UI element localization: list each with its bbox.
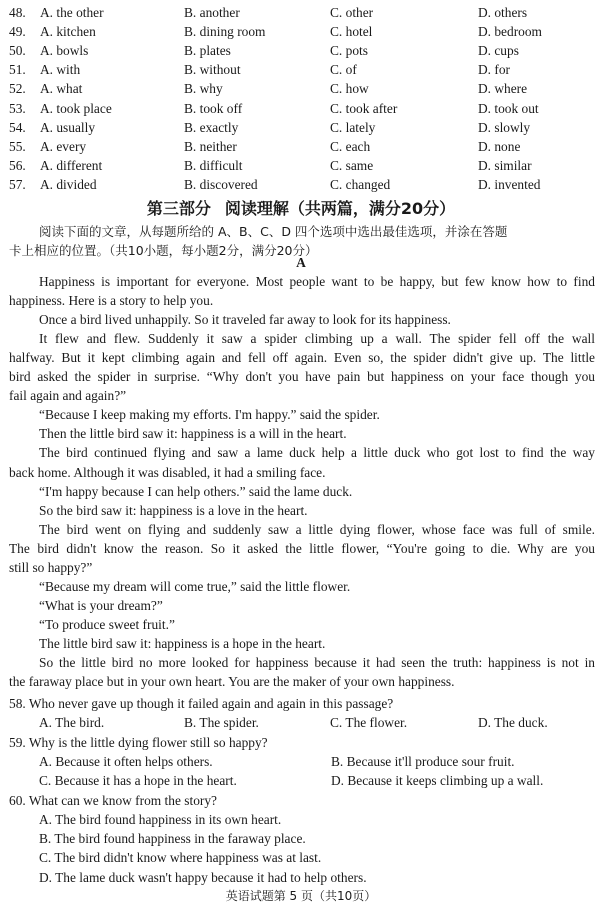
option-c: C. took after <box>330 100 398 116</box>
passage-line: The bird went on flying and suddenly saw a little dying flower, whose face was full of smile. <box>39 521 595 537</box>
answer-option[interactable]: C. The bird didn't know where happiness was at last. <box>39 850 322 866</box>
passage-line: “Because my dream will come true,” said the little flower. <box>39 578 351 594</box>
question-number: 52. <box>9 81 26 97</box>
question-number: 54. <box>9 119 26 135</box>
option-b: B. difficult <box>184 157 243 173</box>
question-number: 57. <box>9 176 26 192</box>
question-number: 49. <box>9 24 26 40</box>
passage-line: bird asked the spider in surprise. “Why don't you have pain but happiness on your face though you <box>9 369 595 385</box>
question-number: 51. <box>9 62 26 78</box>
passage-line: the faraway place but in your own heart. You are the maker of your own happiness. <box>9 674 455 690</box>
passage-line: fail again and again?” <box>9 388 127 404</box>
option-a: A. kitchen <box>40 24 96 40</box>
passage-label: A <box>296 255 306 270</box>
passage-line: So the bird saw it: happiness is a love in the heart. <box>39 502 308 518</box>
option-c: C. how <box>330 81 369 97</box>
answer-option[interactable]: B. The spider. <box>184 715 259 731</box>
section-title: 阅读理解（共两篇，满分20分） <box>224 199 456 218</box>
cloze-option-row <box>0 177 602 196</box>
cloze-option-row <box>0 81 602 100</box>
option-c: C. same <box>330 157 374 173</box>
passage-line: The bird didn't know the reason. So it asked the little flower, “You're going to die. Why are you <box>9 540 595 556</box>
option-a: A. bowls <box>40 43 89 59</box>
option-c: C. hotel <box>330 24 373 40</box>
passage-line: “To produce sweet fruit.” <box>39 616 175 632</box>
option-a: A. every <box>40 138 87 154</box>
cloze-option-row <box>0 24 602 43</box>
option-b: B. neither <box>184 138 237 154</box>
option-b: B. took off <box>184 100 243 116</box>
option-a: A. different <box>40 157 103 173</box>
option-a: A. divided <box>40 176 97 192</box>
option-d: D. for <box>478 62 510 78</box>
answer-option[interactable]: A. Because it often helps others. <box>39 753 213 769</box>
cloze-option-row <box>0 62 602 81</box>
option-d: D. none <box>478 138 521 154</box>
answer-option[interactable]: C. The flower. <box>330 715 408 731</box>
cloze-option-row <box>0 158 602 177</box>
option-a: A. usually <box>40 119 96 135</box>
option-d: D. others <box>478 5 528 20</box>
question-number: 55. <box>9 138 26 154</box>
section-part: 第三部分 <box>146 199 211 218</box>
answer-option[interactable]: A. The bird. <box>39 715 105 731</box>
option-b: B. discovered <box>184 176 258 192</box>
option-b: B. exactly <box>184 119 239 135</box>
answer-option[interactable]: A. The bird found happiness in its own heart. <box>39 811 282 827</box>
cloze-option-row <box>0 101 602 120</box>
answer-option[interactable]: B. The bird found happiness in the faraway place. <box>39 831 306 847</box>
question-stem: 59. Why is the little dying flower still so happy? <box>9 734 268 750</box>
passage-line: Then the little bird saw it: happiness is a will in the heart. <box>39 426 347 442</box>
option-d: D. where <box>478 81 528 97</box>
passage-line: halfway. But it kept climbing again and fell off again. Even so, the spider didn't give up. The little <box>9 350 595 366</box>
option-c: C. of <box>330 62 357 78</box>
question-number: 48. <box>9 5 26 20</box>
option-c: C. pots <box>330 43 368 59</box>
passage-line: “Because I keep making my efforts. I'm happy.” said the spider. <box>39 407 380 423</box>
passage-line: happiness. Here is a story to help you. <box>9 293 214 309</box>
question-number: 56. <box>9 157 26 173</box>
option-d: D. cups <box>478 43 519 59</box>
answer-option[interactable]: C. Because it has a hope in the heart. <box>39 773 237 789</box>
option-d: D. similar <box>478 157 532 173</box>
question-stem: 60. What can we know from the story? <box>9 792 217 808</box>
option-a: A. what <box>40 81 83 97</box>
question-stem: 58. Who never gave up though it failed again and again in this passage? <box>9 696 394 711</box>
passage-line: still so happy?” <box>9 559 93 575</box>
option-a: A. with <box>40 62 81 78</box>
page-footer: 英语试题第 5 页（共10页） <box>225 889 377 903</box>
passage-line: Happiness is important for everyone. Most people want to be happy, but few know how to find <box>39 274 595 289</box>
question-number: 50. <box>9 43 26 59</box>
option-b: B. without <box>184 62 241 78</box>
question-number: 53. <box>9 100 26 116</box>
option-c: C. lately <box>330 119 376 135</box>
answer-option[interactable]: D. The duck. <box>478 715 548 731</box>
cloze-option-row <box>0 5 602 24</box>
cloze-option-row <box>0 120 602 139</box>
cloze-option-row <box>0 139 602 158</box>
cloze-option-row <box>0 43 602 62</box>
answer-option[interactable]: D. Because it keeps climbing up a wall. <box>331 773 544 789</box>
passage-line: The bird continued flying and saw a lame duck help a little duck who got lost to find the way <box>39 445 595 461</box>
passage-line: back home. Although it was disabled, it had a smiling face. <box>9 464 326 480</box>
section-instructions-line-2: 卡上相应的位置。（共10小题，每小题2分，满分20分） <box>9 243 318 258</box>
answer-option[interactable]: D. The lame duck wasn't happy because it had to help others. <box>39 869 367 885</box>
section-instructions-line-1: 阅读下面的文章，从每题所给的 A、B、C、D 四个选项中选出最佳选项，并涂在答题 <box>39 224 508 239</box>
passage-line: The little bird saw it: happiness is a hope in the heart. <box>39 635 326 651</box>
passage-line: “What is your dream?” <box>39 597 163 613</box>
option-a: A. the other <box>40 5 104 20</box>
option-d: D. bedroom <box>478 24 542 40</box>
option-c: C. other <box>330 5 374 20</box>
option-b: B. dining room <box>184 24 266 40</box>
option-b: B. why <box>184 81 223 97</box>
passage-line: “I'm happy because I can help others.” said the lame duck. <box>39 483 353 499</box>
option-b: B. another <box>184 5 240 20</box>
passage-line: It flew and flew. Suddenly it saw a spider climbing up a wall. The spider fell off the wall <box>39 331 595 347</box>
passage-line: So the little bird no more looked for happiness because it had seen the truth: happiness is not in <box>39 655 595 670</box>
option-c: C. changed <box>330 176 391 192</box>
passage-line: Once a bird lived unhappily. So it traveled far away to look for its happiness. <box>39 312 451 328</box>
option-c: C. each <box>330 138 371 154</box>
option-d: D. took out <box>478 100 539 116</box>
option-d: D. invented <box>478 176 541 192</box>
answer-option[interactable]: B. Because it'll produce sour fruit. <box>331 753 515 769</box>
option-b: B. plates <box>184 43 231 59</box>
section-heading <box>0 196 602 219</box>
option-d: D. slowly <box>478 119 531 135</box>
option-a: A. took place <box>40 100 112 116</box>
